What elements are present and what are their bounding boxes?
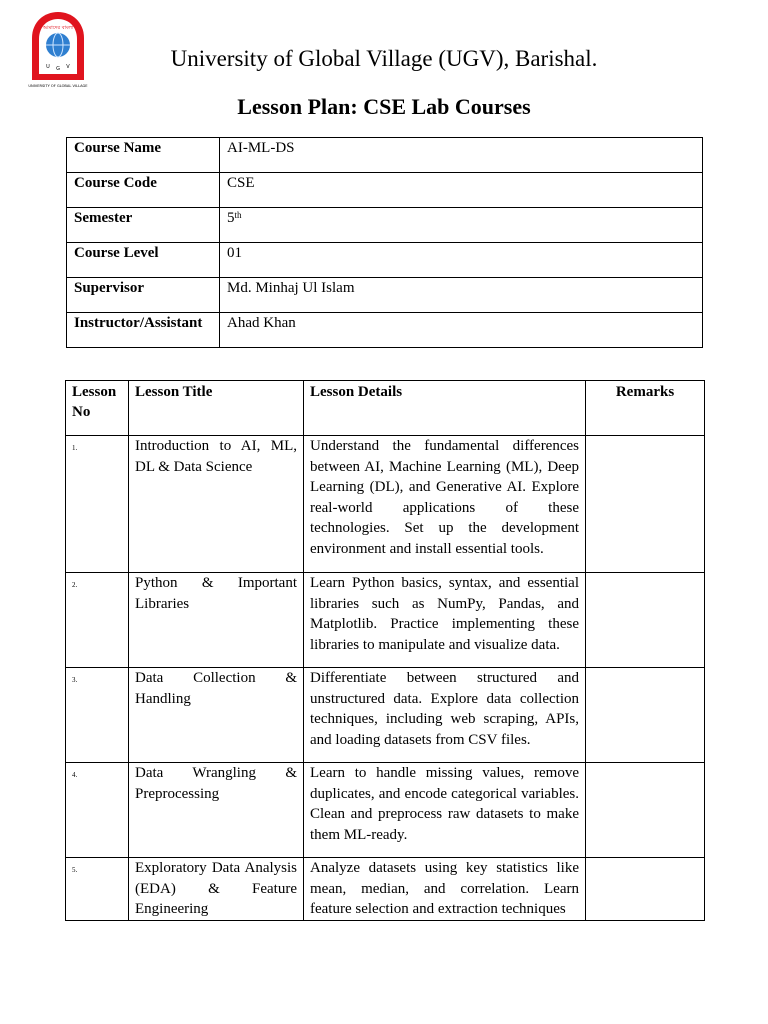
info-value: CSE — [220, 173, 703, 208]
info-row — [67, 208, 703, 243]
lesson-remarks — [586, 668, 705, 763]
lesson-title: Introduction to AI, ML, DL & Data Science — [129, 436, 304, 573]
logo-text-top: আমাদের বাংলা — [42, 25, 74, 31]
info-value: AI-ML-DS — [220, 138, 703, 173]
lesson-remarks — [586, 858, 705, 921]
lesson-title: Data Wrangling & Preprocessing — [129, 763, 304, 858]
svg-text:G: G — [56, 66, 60, 72]
info-key: Course Code — [67, 173, 220, 208]
lessons-header-row — [66, 381, 705, 436]
university-name: University of Global Village (UGV), Barishal. — [170, 46, 598, 71]
lesson-details: Learn to handle missing values, remove duplicates, and encode categorical variables. Clean and preprocess raw datasets to make them ML-ready. — [304, 763, 586, 858]
ordinal-suffix: th — [234, 210, 242, 220]
lesson-remarks — [586, 763, 705, 858]
lesson-no: 5. — [66, 858, 129, 921]
lesson-row — [66, 573, 705, 668]
lesson-title: Exploratory Data Analysis (EDA) & Feature Engineering — [129, 858, 304, 921]
header-remarks: Remarks — [586, 381, 705, 436]
lesson-remarks — [586, 573, 705, 668]
lesson-no: 3. — [66, 668, 129, 763]
header-lesson-title: Lesson Title — [129, 381, 304, 436]
info-key: Instructor/Assistant — [67, 313, 220, 348]
lesson-row — [66, 858, 705, 921]
lesson-no: 4. — [66, 763, 129, 858]
course-info-table — [66, 137, 703, 348]
info-key: Course Level — [67, 243, 220, 278]
lesson-no: 2. — [66, 573, 129, 668]
info-row — [67, 243, 703, 278]
svg-text:U: U — [46, 64, 50, 70]
lesson-details: Understand the fundamental differences between AI, Machine Learning (ML), Deep Learning (DL), and Generative AI. Explore real-world applications of these technologies. Set up the development environment and install essential tools. — [304, 436, 586, 573]
info-value: 5th — [220, 208, 703, 243]
lesson-details: Analyze datasets using key statistics like mean, median, and correlation. Learn feature selection and extraction techniques — [304, 858, 586, 921]
info-key: Semester — [67, 208, 220, 243]
lesson-title: Python & Important Libraries — [129, 573, 304, 668]
page-title: Lesson Plan: CSE Lab Courses — [237, 94, 531, 119]
info-value: 01 — [220, 243, 703, 278]
header-lesson-no: Lesson No — [66, 381, 129, 436]
info-key: Course Name — [67, 138, 220, 173]
header-lesson-details: Lesson Details — [304, 381, 586, 436]
logo-text-bottom: UNIVERSITY OF GLOBAL VILLAGE — [28, 84, 88, 88]
info-row — [67, 173, 703, 208]
lesson-details: Learn Python basics, syntax, and essential libraries such as NumPy, Pandas, and Matplotlib. Practice implementing these libraries to manipulate and visualize data. — [304, 573, 586, 668]
info-row — [67, 313, 703, 348]
lessons-table — [65, 380, 705, 921]
lesson-no: 1. — [66, 436, 129, 573]
svg-text:V: V — [66, 64, 70, 70]
lesson-row — [66, 763, 705, 858]
lesson-remarks — [586, 436, 705, 573]
lesson-row — [66, 436, 705, 573]
info-row — [67, 138, 703, 173]
info-value: Ahad Khan — [220, 313, 703, 348]
info-key: Supervisor — [67, 278, 220, 313]
lesson-row — [66, 668, 705, 763]
info-value: Md. Minhaj Ul Islam — [220, 278, 703, 313]
info-row — [67, 278, 703, 313]
lesson-title: Data Collection & Handling — [129, 668, 304, 763]
lesson-details: Differentiate between structured and unstructured data. Explore data collection techniques, including web scraping, APIs, and loading datasets from CSV files. — [304, 668, 586, 763]
